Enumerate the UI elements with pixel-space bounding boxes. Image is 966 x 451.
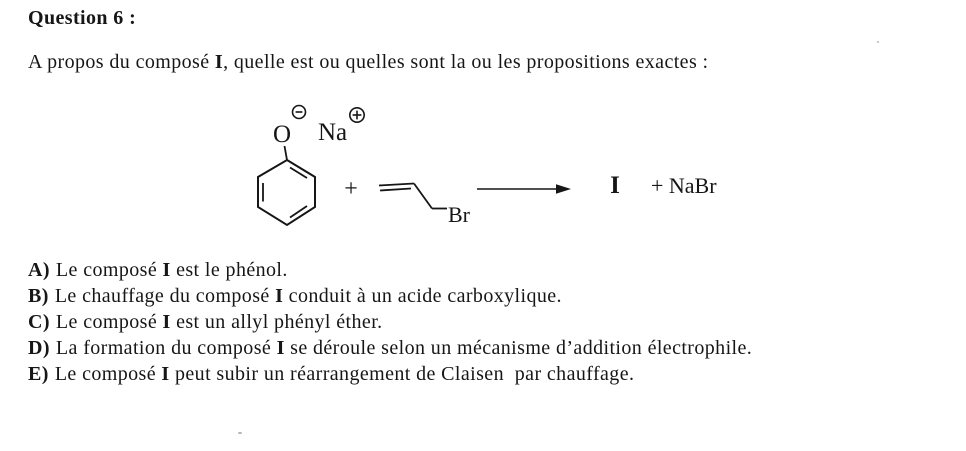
compound-i-ref: I xyxy=(214,51,224,73)
ring-double-bond-bottom-right xyxy=(290,206,307,218)
option-e-label: E) xyxy=(28,363,49,385)
option-d-post: se déroule selon un mécanisme d’addition électrophile. xyxy=(284,337,753,359)
option-a-post: est le phénol. xyxy=(170,259,288,281)
question-heading: Question 6 : xyxy=(28,7,137,29)
option-b-post: conduit à un acide carboxylique. xyxy=(283,285,562,307)
option-b xyxy=(28,283,752,309)
compound-i-ref: I xyxy=(162,259,171,281)
option-d xyxy=(28,335,752,361)
option-e xyxy=(28,361,752,387)
circled-plus-icon xyxy=(350,108,364,122)
option-d-label: D) xyxy=(28,337,50,359)
compound-i-ref: I xyxy=(276,337,285,359)
option-e-pre: Le composé xyxy=(54,363,162,385)
option-d-pre: La formation du composé xyxy=(55,337,277,359)
allyl-c2-c3-bond xyxy=(414,184,432,209)
option-e-post: peut subir un réarrangement de Claisen par chauffage. xyxy=(169,363,635,385)
option-b-pre: Le chauffage du composé xyxy=(54,285,276,307)
question-text-post: , quelle est ou quelles sont la ou les propositions exactes : xyxy=(223,51,709,73)
compound-i-ref: I xyxy=(275,285,284,307)
oxygen-label: O xyxy=(272,121,292,148)
sodium-label: Na xyxy=(318,119,348,146)
ring-double-bond-top-right xyxy=(290,168,307,179)
o-ring-bond xyxy=(285,146,288,160)
product-label: I xyxy=(610,172,620,199)
question-text xyxy=(28,49,709,75)
benzene-ring xyxy=(258,160,315,225)
compound-i-ref: I xyxy=(162,311,171,333)
reaction-arrowhead xyxy=(556,184,571,194)
bromine-label: Br xyxy=(448,202,470,227)
allyl-double-bond-lower xyxy=(380,189,411,191)
question-text-pre: A propos du composé xyxy=(28,51,215,73)
reaction-scheme xyxy=(0,90,966,242)
scan-artifact-dot xyxy=(877,41,879,43)
scan-artifact-dot xyxy=(238,432,242,434)
compound-i-ref: I xyxy=(161,363,170,385)
plus-sign: + xyxy=(344,176,358,202)
option-c xyxy=(28,309,752,335)
option-a-label: A) xyxy=(28,259,50,281)
option-c-pre: Le composé xyxy=(55,311,163,333)
option-b-label: B) xyxy=(28,285,49,307)
option-c-post: est un allyl phényl éther. xyxy=(170,311,383,333)
option-c-label: C) xyxy=(28,311,50,333)
allyl-double-bond-upper xyxy=(379,184,414,186)
option-a-pre: Le composé xyxy=(55,259,163,281)
option-a xyxy=(28,257,752,283)
options-list xyxy=(28,257,752,387)
coproduct-label: + NaBr xyxy=(651,173,717,198)
circled-minus-icon xyxy=(293,106,306,119)
